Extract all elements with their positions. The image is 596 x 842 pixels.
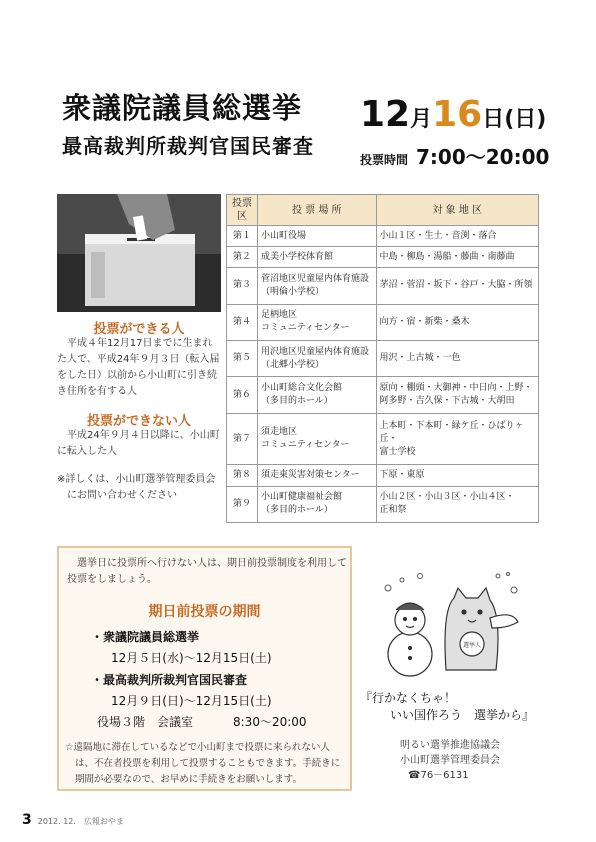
slogan (360, 690, 535, 724)
main-title: 衆議院議員総選挙 (62, 91, 303, 125)
election-date (360, 94, 546, 135)
district-no: 第５ (227, 341, 258, 377)
place-line: （多目的ホール） (260, 505, 333, 516)
table-row (227, 268, 539, 304)
ballot-box-photo (57, 194, 221, 312)
area-line: 小山１区・生土・音渕・落合 (379, 230, 497, 241)
table-row (227, 413, 539, 465)
place-line: 小山町健康福祉会館 (260, 492, 342, 503)
voting-hours-label: 投票時間 (360, 153, 409, 167)
area-line: 用沢・上古城・一色 (379, 353, 461, 364)
date-month-unit: 月 (410, 107, 433, 132)
polling-place (257, 226, 376, 247)
table-row (227, 247, 539, 268)
date-day-unit: 日 (482, 107, 505, 132)
mascot-illustration (380, 570, 520, 682)
area-line: 原向・棚頭・大御神・中日向・上野・ (379, 383, 533, 394)
area-line: 正和祭 (379, 505, 407, 516)
table-header-place: 投 票 場 所 (257, 195, 376, 226)
district-no: 第１ (227, 226, 258, 247)
table-row (227, 377, 539, 413)
target-area (376, 413, 538, 465)
org-line-1: 明るい選挙推進協議会 (400, 740, 500, 751)
place-line: コミュニティセンター (260, 440, 350, 451)
district-no: 第３ (227, 268, 258, 304)
early-item1-label: ・衆議院議員総選挙 (91, 630, 200, 644)
place-line: （明倫小学校） (260, 286, 324, 297)
voting-hours (360, 141, 549, 170)
place-line: 須走東災害対策センター (260, 470, 360, 481)
date-day: 16 (432, 94, 483, 135)
voting-hours-value: 7:00〜20:00 (416, 145, 550, 169)
slogan-line-2: いい国作ろう 選挙から』 (390, 708, 535, 722)
area-line: 下原・東原 (379, 470, 425, 481)
place-line: コミュニティセンター (260, 323, 350, 334)
table-row (227, 341, 539, 377)
early-item1-dates: 12月５日(水)〜12月15日(土) (111, 651, 272, 665)
area-line: 富士学校 (379, 446, 416, 457)
page-footer (22, 812, 124, 828)
target-area (376, 268, 538, 304)
target-area (376, 341, 538, 377)
polling-place-table (226, 194, 539, 523)
area-line: 小山２区・小山３区・小山４区・ (379, 492, 515, 503)
place-line: 成美小学校体育館 (260, 251, 333, 262)
contact-note: ※詳しくは、小山町選挙管理委員会にお問い合わせください (57, 474, 216, 501)
absentee-note: ☆遠隔地に滞在しているなどで小山町まで投票に来られない人は、不在者投票を利用して投票することもできます。手続きに期間が必要なので、お早めに手続きをお願いします。 (65, 742, 341, 785)
district-no: 第６ (227, 377, 258, 413)
organizer-info (400, 738, 500, 783)
polling-place (257, 268, 376, 304)
polling-place (257, 341, 376, 377)
early-voting-box (57, 546, 352, 791)
area-line: 上本町・下本町・緑ケ丘・ひばりヶ丘・ (379, 420, 524, 444)
target-area (376, 304, 538, 340)
eligible-heading: 投票ができる人 (93, 322, 185, 337)
slogan-line-1: 『行かなくちゃ！ (360, 691, 457, 705)
table-header-area: 対 象 地 区 (376, 195, 538, 226)
early-item2-label: ・最高裁判所裁判官国民審査 (91, 673, 248, 687)
early-venue: 役場３階 会議室 (97, 715, 194, 729)
snowman-icon (388, 603, 432, 676)
date-weekday: (日) (504, 107, 547, 132)
district-no: 第８ (227, 465, 258, 486)
date-month: 12 (360, 94, 411, 135)
target-area (376, 377, 538, 413)
early-voting-intro: 選挙日に投票所へ行けない人は、期日前投票制度を利用して投票をしましょう。 (67, 558, 347, 585)
eligible-text: 平成４年12月17日までに生まれた人で、平成24年９月３日（転入届をした日）以前から小山町に引き続き住所を有する人 (57, 338, 220, 397)
area-line: 阿多野・吉久保・下古城・大胡田 (379, 396, 515, 407)
early-voting-title: 期日前投票の期間 (148, 604, 261, 620)
table-header-row (227, 195, 539, 226)
page-number: 3 (22, 812, 32, 828)
polling-place (257, 486, 376, 522)
mascot-badge-text: 選挙人 (462, 642, 482, 649)
ineligible-heading: 投票ができない人 (86, 414, 191, 429)
target-area (376, 247, 538, 268)
target-area (376, 226, 538, 247)
issue-label: 2012. 12. 広報おやま (37, 817, 124, 826)
area-line: 中島・柳島・湯船・藤曲・南藤曲 (379, 251, 515, 262)
table-row (227, 465, 539, 486)
district-no: 第４ (227, 304, 258, 340)
place-line: 須走地区 (260, 427, 297, 438)
early-item2-dates: 12月９日(日)〜12月15日(土) (111, 694, 272, 708)
sub-title: 最高裁判所裁判官国民審査 (62, 134, 314, 158)
place-line: 小山町総合文化会館 (260, 383, 342, 394)
place-line: 菅沼地区児童屋内体育施設 (260, 273, 369, 284)
ineligible-text: 平成24年９月４日以降に、小山町に転入した人 (57, 430, 220, 457)
place-line: （北郷小学校） (260, 359, 324, 370)
table-header-district: 投票区 (227, 195, 258, 226)
polling-place (257, 377, 376, 413)
district-no: 第７ (227, 413, 258, 465)
target-area (376, 486, 538, 522)
place-line: （多目的ホール） (260, 396, 333, 407)
table-row (227, 304, 539, 340)
district-no: 第２ (227, 247, 258, 268)
place-line: 小山町役場 (260, 230, 306, 241)
org-phone: ☎76－6131 (408, 770, 469, 781)
character-mascot-icon (445, 588, 518, 670)
area-line: 茅沼・菅沼・坂下・谷戸・大脇・所領 (379, 280, 533, 291)
table-row (227, 486, 539, 522)
place-line: 足柄地区 (260, 310, 297, 321)
polling-place (257, 465, 376, 486)
org-line-2: 小山町選挙管理委員会 (400, 755, 500, 766)
place-line: 用沢地区児童屋内体育施設 (260, 346, 369, 357)
polling-place (257, 413, 376, 465)
table-row (227, 226, 539, 247)
polling-place (257, 304, 376, 340)
snowflake-icon (385, 573, 517, 594)
district-no: 第９ (227, 486, 258, 522)
target-area (376, 465, 538, 486)
polling-place (257, 247, 376, 268)
area-line: 向方・宿・新柴・桑木 (379, 316, 470, 327)
early-venue-hours: 8:30〜20:00 (233, 715, 307, 729)
